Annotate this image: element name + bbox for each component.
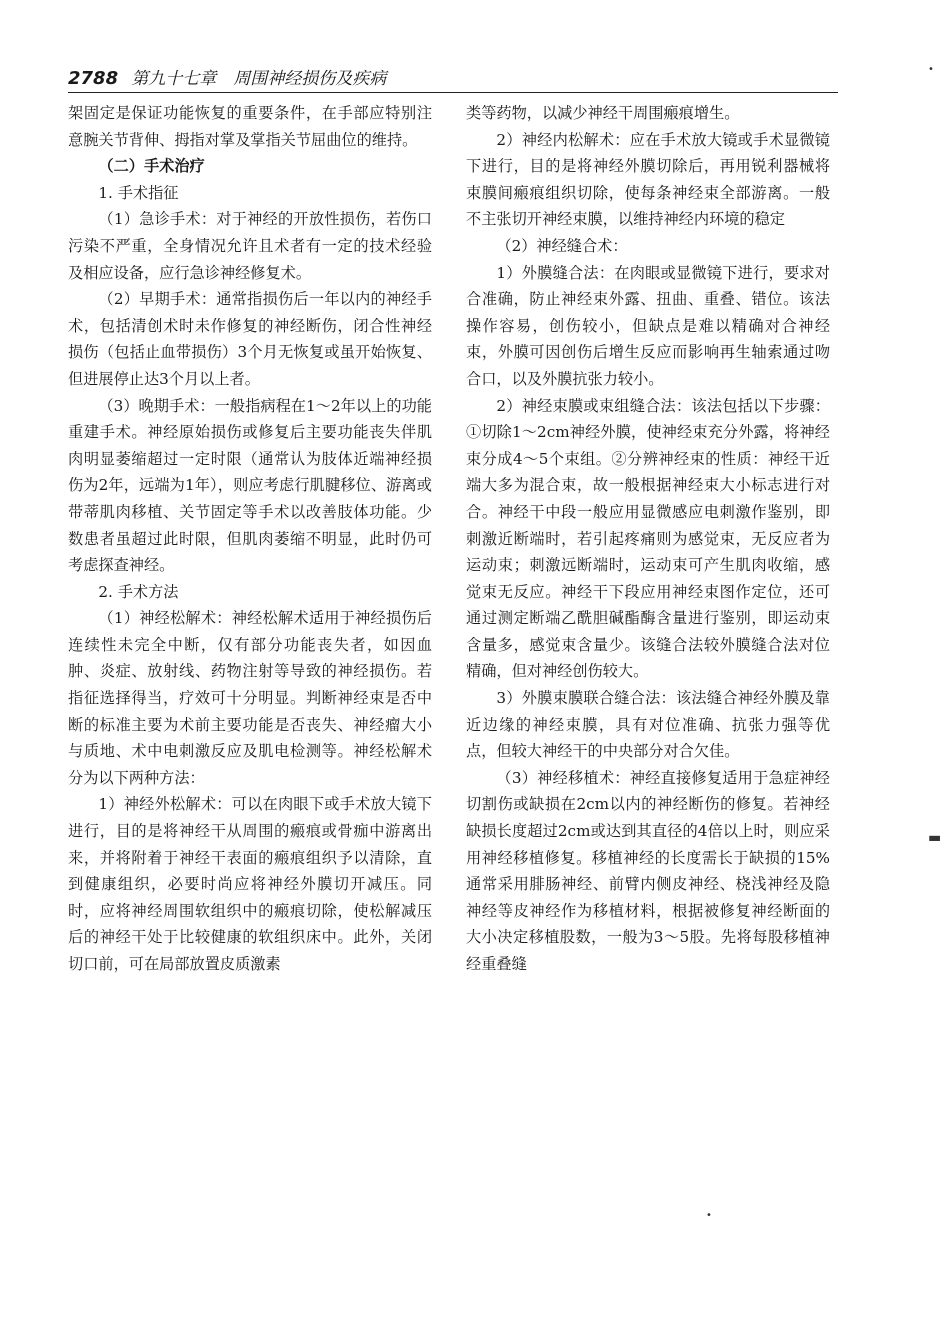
page-number: 2788 [68, 68, 119, 89]
paragraph: （3）晚期手术：一般指病程在1～2年以上的功能重建手术。神经原始损伤或修复后主要功能丧失伴肌肉明显萎缩超过一定时限（通常认为肢体近端神经损伤为2年，远端为1年），则应考虑行肌腱移位、游离或带蒂肌肉移植、关节固定等手术以改善肢体功能。少数患者虽超过此时限，但肌肉萎缩不明显，此时仍可考虑探查神经。 [68, 396, 432, 575]
paragraph: （1）神经松解术：神经松解术适用于神经损伤后连续性未完全中断，仅有部分功能丧失者，如因血肿、炎症、放射线、药物注射等导致的神经损伤。若指征选择得当，疗效可十分明显。判断神经束是否中断的标准主要为术前主要功能是否丧失、神经瘤大小与质地、术中电刺激反应及肌电检测等。神经松解术分为以下两种方法： [68, 609, 432, 787]
subheading: 2. 手术方法 [98, 582, 179, 601]
right-column [466, 100, 830, 978]
scan-speck: • [928, 64, 934, 75]
chapter-title: 第九十七章 周围神经损伤及疾病 [131, 69, 387, 89]
paragraph: 1）外膜缝合法：在肉眼或显微镜下进行，要求对合准确，防止神经束外露、扭曲、重叠、错位。该法操作容易，创伤较小，但缺点是难以精确对合神经束，外膜可因创伤后增生反应而影响再生轴索通过吻合口，以及外膜抗张力较小。 [466, 263, 830, 388]
scan-speck: • [706, 1210, 712, 1221]
paragraph: 1）神经外松解术：可以在肉眼下或手术放大镜下进行，目的是将神经干从周围的瘢痕或骨痂中游离出来，并将附着于神经干表面的瘢痕组织予以清除，直到健康组织，必要时尚应将神经外膜切开减压。同时，应将神经周围软组织中的瘢痕切除，使松解减压后的神经干处于比较健康的软组织床中。此外，关闭切口前，可在局部放置皮质激素 [68, 795, 432, 973]
paragraph: 2）神经内松解术：应在手术放大镜或手术显微镜下进行，目的是将神经外膜切除后，再用锐利器械将束膜间瘢痕组织切除，使每条神经束全部游离。一般不主张切开神经束膜，以维持神经内环境的稳定 [466, 130, 830, 229]
scan-mark: ▬ [928, 830, 942, 846]
left-column [68, 100, 432, 978]
paragraph: 3）外膜束膜联合缝合法：该法缝合神经外膜及靠近边缘的神经束膜，具有对位准确、抗张力强等优点，但较大神经干的中央部分对合欠佳。 [466, 689, 830, 761]
subheading: 1. 手术指征 [98, 183, 179, 202]
paragraph: （3）神经移植术：神经直接修复适用于急症神经切割伤或缺损在2cm以内的神经断伤的修复。若神经缺损长度超过2cm或达到其直径的4倍以上时，则应采用神经移植修复。移植神经的长度需长于缺损的15%通常采用腓肠神经、前臂内侧皮神经、桡浅神经及隐神经等皮神经作为移植材料，根据被修复神经断面的大小决定移植股数，一般为3～5股。先将每股移植神经重叠缝 [466, 768, 830, 973]
section-heading: （二）手术治疗 [98, 157, 205, 176]
paragraph: 类等药物，以减少神经干周围瘢痕增生。 [466, 104, 740, 122]
paragraph: （1）急诊手术：对于神经的开放性损伤，若伤口污染不严重，全身情况允许且术者有一定的技术经验及相应设备，应行急诊神经修复术。 [68, 210, 432, 282]
subheading: （2）神经缝合术： [496, 236, 628, 255]
running-header [68, 64, 838, 93]
paragraph: （2）早期手术：通常指损伤后一年以内的神经手术，包括清创术时未作修复的神经断伤，闭合性神经损伤（包括止血带损伤）3个月无恢复或虽开始恢复、但进展停止达3个月以上者。 [68, 290, 432, 388]
paragraph: 2）神经束膜或束组缝合法：该法包括以下步骤：①切除1～2cm神经外膜，使神经束充分外露，将神经束分成4～5个束组。②分辨神经束的性质：神经干近端大多为混合束，故一般根据神经束大小标志进行对合。神经干中段一般应用显微感应电刺激作鉴别，即刺激近断端时，若引起疼痛则为感觉束，无反应者为运动束；刺激远断端时，运动束可产生肌肉收缩，感觉束无反应。神经干下段应用神经束图作定位，还可通过测定断端乙酰胆碱酯酶含量进行鉴别，即运动束含量多，感觉束含量少。该缝合法较外膜缝合法对位精确，但对神经创伤较大。 [466, 396, 830, 681]
paragraph: 架固定是保证功能恢复的重要条件，在手部应特别注意腕关节背伸、拇指对掌及掌指关节屈曲位的维持。 [68, 104, 432, 149]
